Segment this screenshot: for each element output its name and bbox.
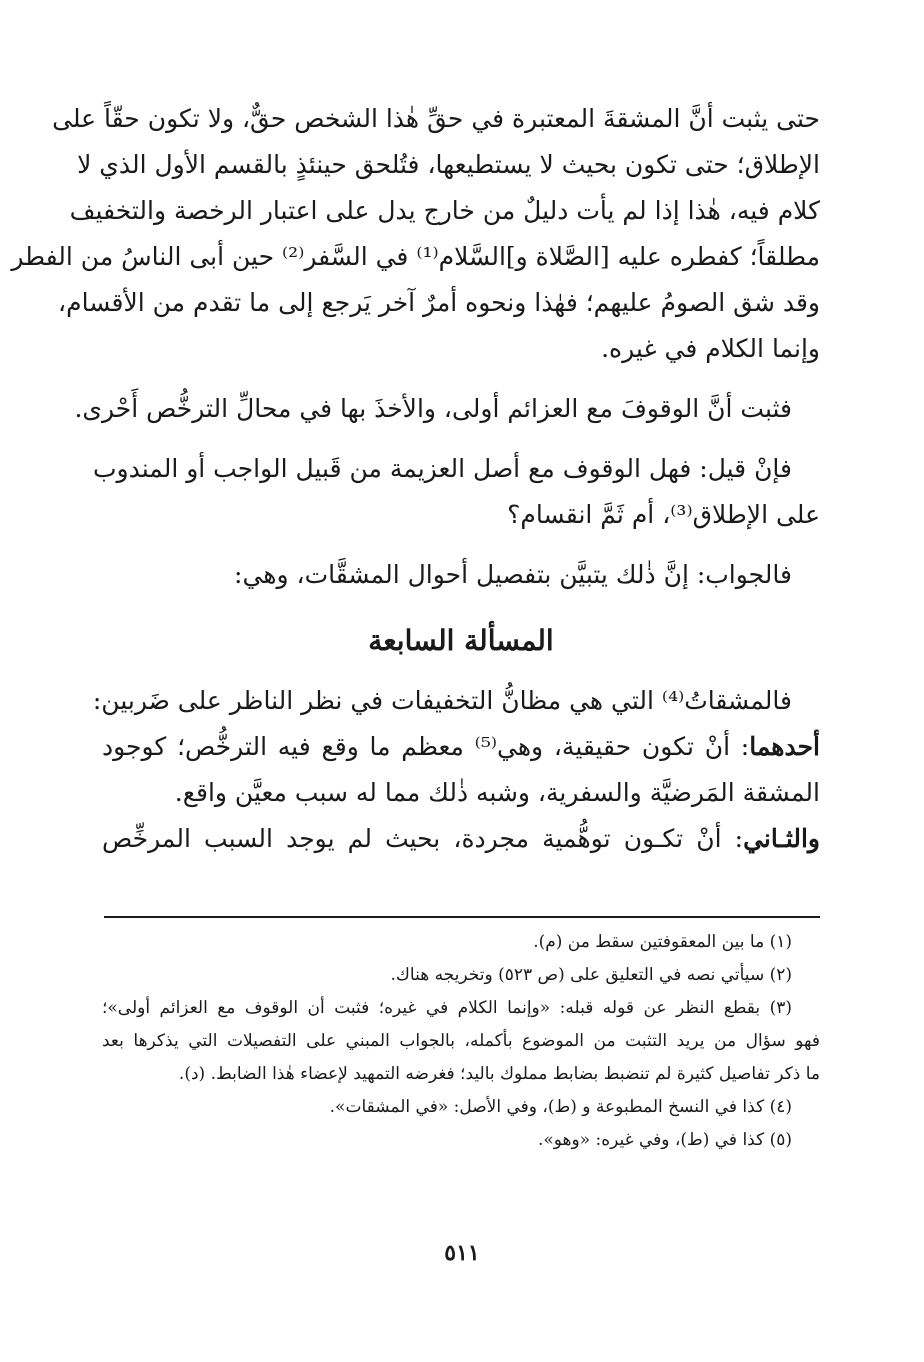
footnote-1: (١) ما بين المعقوفتين سقط من (م).: [533, 932, 792, 952]
footnote-3-line: فهو سؤال من يريد التثبت من الموضوع بأكمله، بالجواب المبني على التفصيلات التي يذكرها بعد: [102, 1031, 820, 1051]
text-line: الإطلاق؛ حتى تكون بحيث لا يستطيعها، فتُلحق حينئذٍ بالقسم الأول الذي لا: [77, 150, 820, 179]
text-line: [102, 724, 820, 770]
footnote-3-line: (٣) بقطع النظر عن قوله قبله: «وإنما الكلام في غيره؛ فثبت أن الوقوف مع العزائم أولى»؛: [102, 998, 792, 1018]
text-line: فالجواب: إنَّ ذٰلك يتبيَّن بتفصيل أحوال المشقَّات، وهي:: [234, 560, 792, 589]
text-line: [102, 816, 820, 862]
text-line: المشقة المَرضيَّة والسفرية، وشبه ذٰلك مما له سبب معيَّن واقع.: [174, 778, 820, 807]
footnote-2: (٢) سيأتي نصه في التعليق على (ص ٥٢٣) وتخريجه هناك.: [390, 965, 792, 985]
term-second: والثـاني: [743, 824, 820, 853]
footnote-4: (٤) كذا في النسخ المطبوعة و (ط)، وفي الأصل: «في المشقات».: [329, 1097, 792, 1117]
term-first-text: : أنْ تكون حقيقية، وهي⁽⁵⁾ معظم ما وقع فيه الترخُّص؛ كوجود: [102, 732, 750, 761]
text-line: كلام فيه، هٰذا إذا لم يأت دليلٌ من خارج يدل على اعتبار الرخصة والتخفيف: [69, 196, 820, 225]
text-line: فالمشقاتُ⁽⁴⁾ التي هي مظانُّ التخفيفات في نظر الناظر على ضَربين:: [92, 686, 792, 715]
term-second-text: : أنْ تكـون توهُّمية مجردة، بحيث لم يوجد السبب المرخِّص: [102, 824, 744, 853]
text-line: على الإطلاق⁽³⁾، أم ثَمَّ انقسام؟: [507, 500, 820, 529]
term-first: أحدهما: [749, 732, 820, 761]
text-line: فإنْ قيل: فهل الوقوف مع أصل العزيمة من قَبيل الواجب أو المندوب: [92, 454, 792, 483]
footnote-3-line: ما ذكر تفاصيل كثيرة لم تنضبط بضابط مملوك باليد؛ فغرضه التمهيد لإعضاء هٰذا الضابط. (د).: [178, 1064, 820, 1084]
text-line: فثبت أنَّ الوقوفَ مع العزائم أولى، والأخذَ بها في محالِّ الترخُّص أَحْرى.: [74, 394, 792, 423]
footnotes: [102, 926, 820, 1157]
main-text: [11, 96, 820, 862]
footnote-divider: [104, 916, 820, 918]
text-line: حتى يثبت أنَّ المشقةَ المعتبرة في حقِّ هٰذا الشخص حقٌّ، ولا تكون حقّاً على: [52, 104, 820, 133]
text-line: مطلقاً؛ كفطره عليه [الصَّلاة و]السَّلام⁽¹⁾ في السَّفر⁽²⁾ حين أبى الناسُ من الفطر: [11, 242, 820, 271]
page-number: ٥١١: [444, 1240, 480, 1266]
footnote-5: (٥) كذا في (ط)، وفي غيره: «وهو».: [537, 1130, 792, 1150]
text-line: وقد شق الصومُ عليهم؛ فهٰذا ونحوه أمرٌ آخر يَرجع إلى ما تقدم من الأقسام،: [58, 288, 820, 317]
text-line: وإنما الكلام في غيره.: [601, 334, 820, 363]
section-heading: المسألة السابعة: [368, 624, 554, 657]
